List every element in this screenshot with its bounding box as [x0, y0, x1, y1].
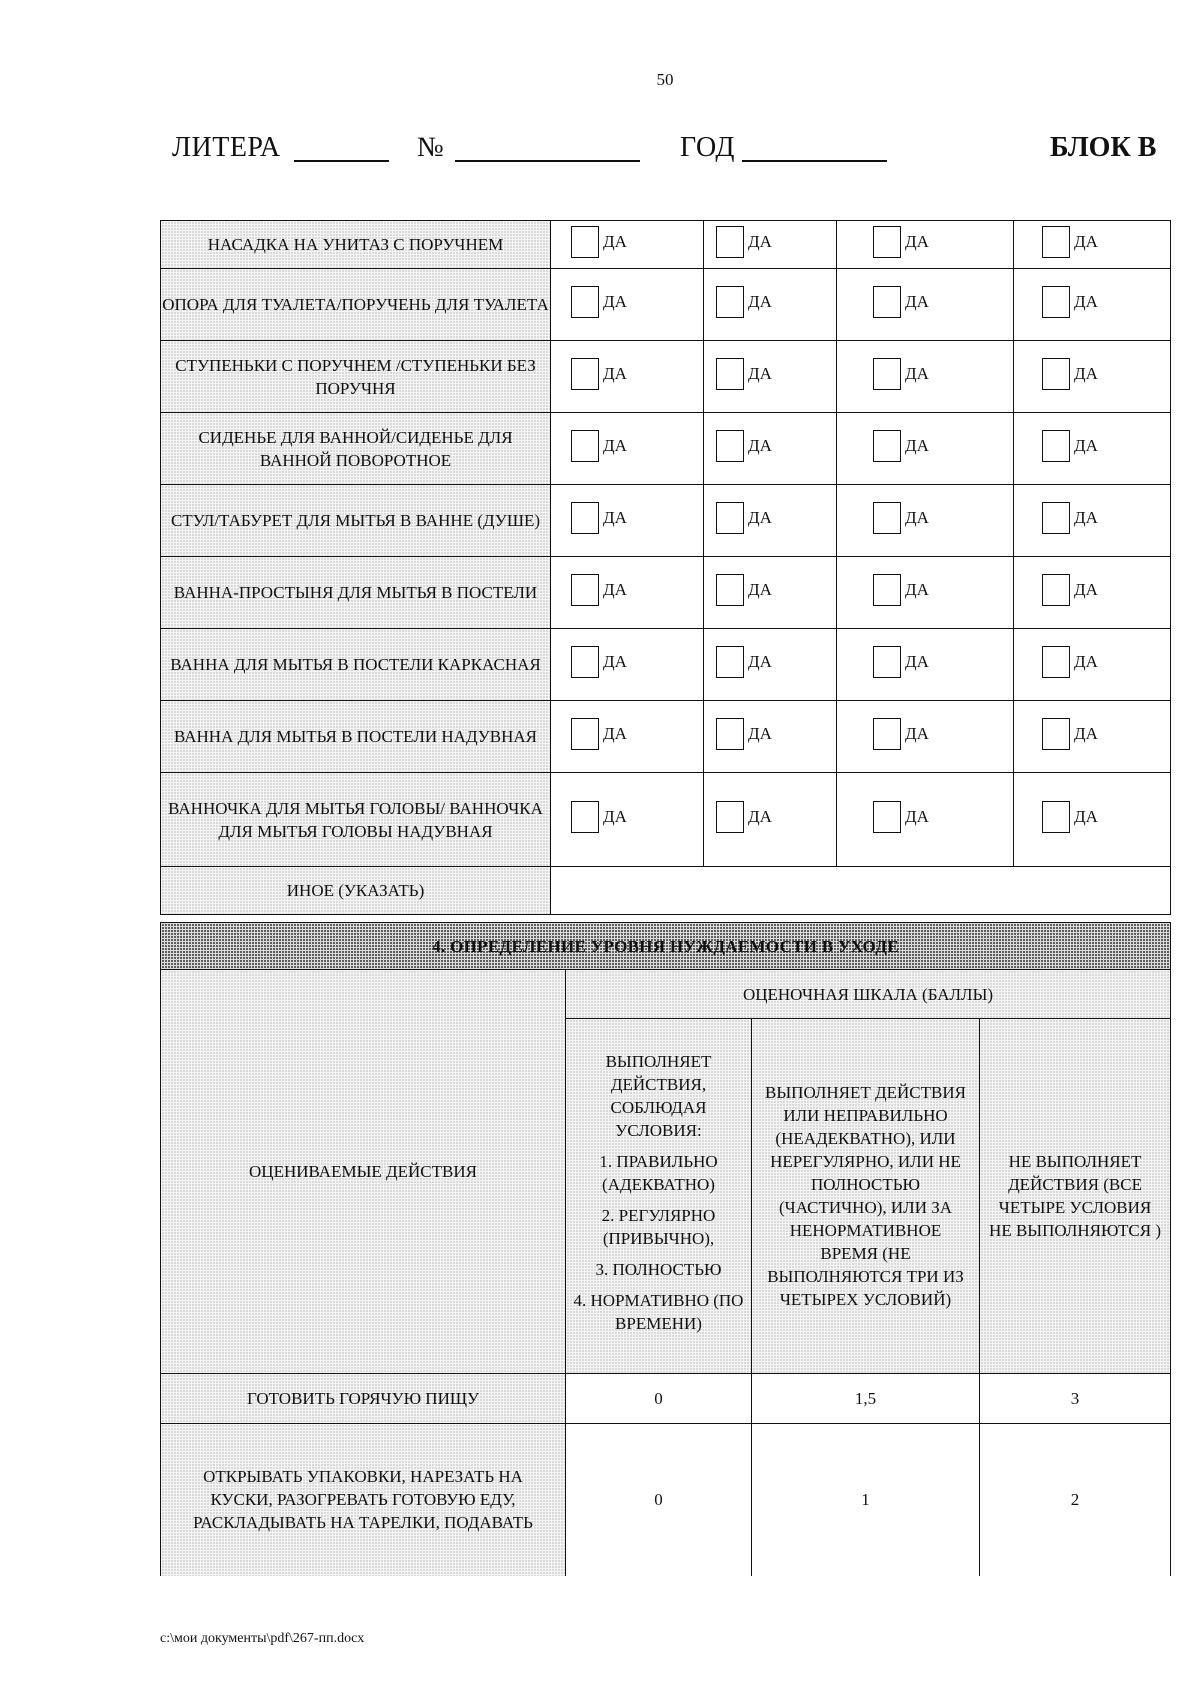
score-cell[interactable]: 0: [566, 1374, 752, 1424]
checkbox-box[interactable]: [873, 286, 901, 318]
checkbox-label: ДА: [748, 508, 772, 527]
checkbox-label: ДА: [603, 292, 627, 311]
score-cell[interactable]: 2: [980, 1424, 1171, 1576]
number-field[interactable]: [455, 160, 640, 162]
checkbox-label: ДА: [603, 652, 627, 671]
checkbox-label: ДА: [748, 364, 772, 383]
yes-checkbox[interactable]: [571, 574, 627, 606]
option-cell: [837, 341, 1014, 413]
aid-label: ВАННА ДЛЯ МЫТЬЯ В ПОСТЕЛИ КАРКАСНАЯ: [161, 629, 551, 701]
checkbox-label: ДА: [1074, 436, 1098, 455]
table-row: [161, 341, 1171, 413]
checkbox-label: ДА: [1074, 652, 1098, 671]
option-cell: [551, 701, 704, 773]
yes-checkbox[interactable]: [571, 430, 627, 462]
other-row: [161, 867, 1171, 915]
option-cell: [1014, 269, 1171, 341]
year-field[interactable]: [742, 160, 887, 162]
aid-label: ВАННА-ПРОСТЫНЯ ДЛЯ МЫТЬЯ В ПОСТЕЛИ: [161, 557, 551, 629]
checkbox-label: ДА: [1074, 292, 1098, 311]
checkbox-box[interactable]: [716, 358, 744, 390]
yes-checkbox[interactable]: [873, 718, 929, 750]
table-row: [161, 485, 1171, 557]
checkbox-box[interactable]: [873, 430, 901, 462]
checkbox-box[interactable]: [571, 358, 599, 390]
option-cell: [837, 413, 1014, 485]
criteria-intro: ВЫПОЛНЯЕТ ДЕЙСТВИЯ, СОБЛЮДАЯ УСЛОВИЯ:: [605, 1051, 712, 1140]
checkbox-box[interactable]: [873, 801, 901, 833]
other-label: ИНОЕ (УКАЗАТЬ): [161, 867, 551, 915]
score-cell[interactable]: 1,5: [752, 1374, 980, 1424]
option-cell: [551, 485, 704, 557]
option-cell: [1014, 629, 1171, 701]
checkbox-box[interactable]: [1042, 358, 1070, 390]
option-cell: [1014, 485, 1171, 557]
option-cell: [551, 269, 704, 341]
checkbox-label: ДА: [905, 580, 929, 599]
table-row: [161, 557, 1171, 629]
yes-checkbox[interactable]: [873, 801, 929, 833]
option-cell: [837, 773, 1014, 867]
footer-path: c:\мои документы\pdf\267-пп.docx: [160, 1631, 365, 1646]
action-label: ОТКРЫВАТЬ УПАКОВКИ, НАРЕЗАТЬ НА КУСКИ, РАЗОГРЕВАТЬ ГОТОВУЮ ЕДУ, РАСКЛАДЫВАТЬ НА ТАРЕЛКИ, ПОДАВАТЬ: [161, 1424, 566, 1576]
checkbox-label: ДА: [603, 508, 627, 527]
table-row: [161, 629, 1171, 701]
yes-checkbox[interactable]: [716, 646, 772, 678]
aid-label: СТУЛ/ТАБУРЕТ ДЛЯ МЫТЬЯ В ВАННЕ (ДУШЕ): [161, 485, 551, 557]
yes-checkbox[interactable]: [571, 801, 627, 833]
checkbox-box[interactable]: [873, 502, 901, 534]
litera-label: ЛИТЕРА: [172, 132, 281, 163]
option-cell: [551, 629, 704, 701]
aid-label: ВАННОЧКА ДЛЯ МЫТЬЯ ГОЛОВЫ/ ВАННОЧКА ДЛЯ МЫТЬЯ ГОЛОВЫ НАДУВНАЯ: [161, 773, 551, 867]
checkbox-box[interactable]: [1042, 801, 1070, 833]
aid-label: ОПОРА ДЛЯ ТУАЛЕТА/ПОРУЧЕНЬ ДЛЯ ТУАЛЕТА: [161, 269, 551, 341]
checkbox-box[interactable]: [571, 286, 599, 318]
table-row: [161, 221, 1171, 269]
option-cell: [551, 413, 704, 485]
yes-checkbox[interactable]: [716, 574, 772, 606]
checkbox-label: ДА: [748, 232, 772, 251]
checkbox-box[interactable]: [571, 574, 599, 606]
yes-checkbox[interactable]: [571, 718, 627, 750]
checkbox-label: ДА: [905, 508, 929, 527]
yes-checkbox[interactable]: [716, 718, 772, 750]
checkbox-box[interactable]: [873, 646, 901, 678]
yes-checkbox[interactable]: [873, 358, 929, 390]
table-row: [161, 269, 1171, 341]
checkbox-label: ДА: [1074, 724, 1098, 743]
option-cell: [1014, 701, 1171, 773]
checkbox-label: ДА: [1074, 580, 1098, 599]
yes-checkbox[interactable]: [571, 646, 627, 678]
checkbox-box[interactable]: [1042, 646, 1070, 678]
table-row: [161, 413, 1171, 485]
checkbox-box[interactable]: [1042, 502, 1070, 534]
option-cell: [551, 221, 704, 269]
checkbox-label: ДА: [603, 807, 627, 826]
option-cell: [704, 485, 837, 557]
option-cell: [837, 221, 1014, 269]
option-cell: [1014, 413, 1171, 485]
checkbox-label: ДА: [905, 292, 929, 311]
checkbox-label: ДА: [905, 652, 929, 671]
option-cell: [551, 557, 704, 629]
option-cell: [551, 341, 704, 413]
option-cell: [1014, 557, 1171, 629]
checkbox-box[interactable]: [571, 801, 599, 833]
criteria-item: 1. ПРАВИЛЬНО (АДЕКВАТНО): [599, 1151, 718, 1194]
yes-checkbox[interactable]: [716, 502, 772, 534]
aids-table: [160, 220, 1171, 915]
yes-checkbox[interactable]: [571, 226, 627, 258]
yes-checkbox[interactable]: [716, 286, 772, 318]
option-cell: [704, 269, 837, 341]
scale-header: ОЦЕНОЧНАЯ ШКАЛА (БАЛЛЫ): [566, 970, 1171, 1019]
option-cell: [704, 557, 837, 629]
criteria-col-3: НЕ ВЫПОЛНЯЕТ ДЕЙСТВИЯ (ВСЕ ЧЕТЫРЕ УСЛОВИЯ НЕ ВЫПОЛНЯЮТСЯ ): [980, 1019, 1171, 1374]
checkbox-label: ДА: [1074, 232, 1098, 251]
option-cell: [704, 629, 837, 701]
checkbox-box[interactable]: [1042, 718, 1070, 750]
checkbox-box[interactable]: [571, 646, 599, 678]
option-cell: [704, 701, 837, 773]
checkbox-label: ДА: [905, 436, 929, 455]
checkbox-label: ДА: [1074, 364, 1098, 383]
yes-checkbox[interactable]: [873, 646, 929, 678]
checkbox-box[interactable]: [716, 226, 744, 258]
yes-checkbox[interactable]: [571, 286, 627, 318]
aids-table-body: [161, 221, 1171, 915]
yes-checkbox[interactable]: [571, 502, 627, 534]
care-table: [160, 922, 1171, 1576]
checkbox-label: ДА: [905, 232, 929, 251]
option-cell: [704, 773, 837, 867]
yes-checkbox[interactable]: [873, 286, 929, 318]
checkbox-label: ДА: [748, 436, 772, 455]
checkbox-label: ДА: [905, 807, 929, 826]
yes-checkbox[interactable]: [1042, 646, 1098, 678]
page-number: 50: [656, 70, 674, 89]
checkbox-box[interactable]: [716, 574, 744, 606]
option-cell: [837, 269, 1014, 341]
table-row: [161, 1374, 1171, 1424]
scale-header-row: [161, 970, 1171, 1019]
care-title-row: [161, 923, 1171, 970]
yes-checkbox[interactable]: [1042, 574, 1098, 606]
aid-label: ВАННА ДЛЯ МЫТЬЯ В ПОСТЕЛИ НАДУВНАЯ: [161, 701, 551, 773]
aid-label: СИДЕНЬЕ ДЛЯ ВАННОЙ/СИДЕНЬЕ ДЛЯ ВАННОЙ ПОВОРОТНОЕ: [161, 413, 551, 485]
checkbox-label: ДА: [1074, 807, 1098, 826]
yes-checkbox[interactable]: [1042, 358, 1098, 390]
yes-checkbox[interactable]: [716, 430, 772, 462]
yes-checkbox[interactable]: [716, 226, 772, 258]
yes-checkbox[interactable]: [716, 801, 772, 833]
yes-checkbox[interactable]: [873, 430, 929, 462]
number-label: №: [417, 132, 445, 163]
checkbox-label: ДА: [748, 807, 772, 826]
yes-checkbox[interactable]: [1042, 718, 1098, 750]
checkbox-box[interactable]: [873, 718, 901, 750]
option-cell: [1014, 773, 1171, 867]
year-label: ГОД: [680, 132, 735, 163]
yes-checkbox[interactable]: [1042, 502, 1098, 534]
checkbox-box[interactable]: [571, 502, 599, 534]
criteria-item: 2. РЕГУЛЯРНО (ПРИВЫЧНО),: [601, 1205, 716, 1248]
checkbox-box[interactable]: [571, 430, 599, 462]
option-cell: [551, 773, 704, 867]
checkbox-box[interactable]: [716, 646, 744, 678]
checkbox-label: ДА: [748, 292, 772, 311]
checkbox-box[interactable]: [716, 801, 744, 833]
option-cell: [704, 413, 837, 485]
yes-checkbox[interactable]: [873, 502, 929, 534]
checkbox-box[interactable]: [1042, 226, 1070, 258]
checkbox-label: ДА: [603, 436, 627, 455]
yes-checkbox[interactable]: [1042, 226, 1098, 258]
care-section-title: 4. ОПРЕДЕЛЕНИЕ УРОВНЯ НУЖДАЕМОСТИ В УХОДЕ: [161, 923, 1171, 970]
option-cell: [837, 485, 1014, 557]
checkbox-box[interactable]: [1042, 286, 1070, 318]
yes-checkbox[interactable]: [1042, 801, 1098, 833]
yes-checkbox[interactable]: [873, 226, 929, 258]
checkbox-label: ДА: [603, 232, 627, 251]
yes-checkbox[interactable]: [1042, 430, 1098, 462]
checkbox-label: ДА: [603, 724, 627, 743]
option-cell: [1014, 341, 1171, 413]
criteria-col-2: ВЫПОЛНЯЕТ ДЕЙСТВИЯ ИЛИ НЕПРАВИЛЬНО (НЕАДЕКВАТНО), ИЛИ НЕРЕГУЛЯРНО, ИЛИ НЕ ПОЛНОСТЬЮ (ЧАСТИЧНО), ИЛИ ЗА НЕНОРМАТИВНОЕ ВРЕМЯ (НЕ ВЫПОЛНЯЮТСЯ ТРИ ИЗ ЧЕТЫРЕХ УСЛОВИЙ): [752, 1019, 980, 1374]
option-cell: [837, 629, 1014, 701]
criteria-item: 4. НОРМАТИВНО (ПО ВРЕМЕНИ): [573, 1290, 744, 1333]
actions-header: ОЦЕНИВАЕМЫЕ ДЕЙСТВИЯ: [161, 970, 566, 1374]
option-cell: [837, 701, 1014, 773]
checkbox-box[interactable]: [571, 226, 599, 258]
checkbox-box[interactable]: [1042, 574, 1070, 606]
score-cell[interactable]: 0: [566, 1424, 752, 1576]
checkbox-label: ДА: [748, 652, 772, 671]
checkbox-box[interactable]: [873, 358, 901, 390]
option-cell: [704, 221, 837, 269]
litera-field[interactable]: [294, 160, 389, 162]
option-cell: [837, 557, 1014, 629]
aid-label: НАСАДКА НА УНИТАЗ С ПОРУЧНЕМ: [161, 221, 551, 269]
block-label: БЛОК В: [1050, 132, 1157, 163]
checkbox-box[interactable]: [716, 430, 744, 462]
aid-label: СТУПЕНЬКИ С ПОРУЧНЕМ /СТУПЕНЬКИ БЕЗ ПОРУЧНЯ: [161, 341, 551, 413]
checkbox-box[interactable]: [716, 502, 744, 534]
yes-checkbox[interactable]: [873, 574, 929, 606]
checkbox-label: ДА: [748, 724, 772, 743]
checkbox-label: ДА: [603, 364, 627, 383]
checkbox-label: ДА: [1074, 508, 1098, 527]
yes-checkbox[interactable]: [716, 358, 772, 390]
checkbox-box[interactable]: [873, 226, 901, 258]
table-row: [161, 773, 1171, 867]
option-cell: [1014, 221, 1171, 269]
action-label: ГОТОВИТЬ ГОРЯЧУЮ ПИЩУ: [161, 1374, 566, 1424]
table-row: [161, 701, 1171, 773]
checkbox-box[interactable]: [716, 286, 744, 318]
checkbox-box[interactable]: [1042, 430, 1070, 462]
checkbox-label: ДА: [748, 580, 772, 599]
other-input[interactable]: [551, 867, 1171, 915]
checkbox-label: ДА: [603, 580, 627, 599]
checkbox-box[interactable]: [873, 574, 901, 606]
checkbox-box[interactable]: [716, 718, 744, 750]
checkbox-box[interactable]: [571, 718, 599, 750]
checkbox-label: ДА: [905, 724, 929, 743]
yes-checkbox[interactable]: [571, 358, 627, 390]
yes-checkbox[interactable]: [1042, 286, 1098, 318]
table-row: [161, 1424, 1171, 1576]
score-cell[interactable]: 1: [752, 1424, 980, 1576]
score-cell[interactable]: 3: [980, 1374, 1171, 1424]
criteria-col-1: [566, 1019, 752, 1374]
checkbox-label: ДА: [905, 364, 929, 383]
option-cell: [704, 341, 837, 413]
criteria-item: 3. ПОЛНОСТЬЮ: [595, 1259, 722, 1279]
